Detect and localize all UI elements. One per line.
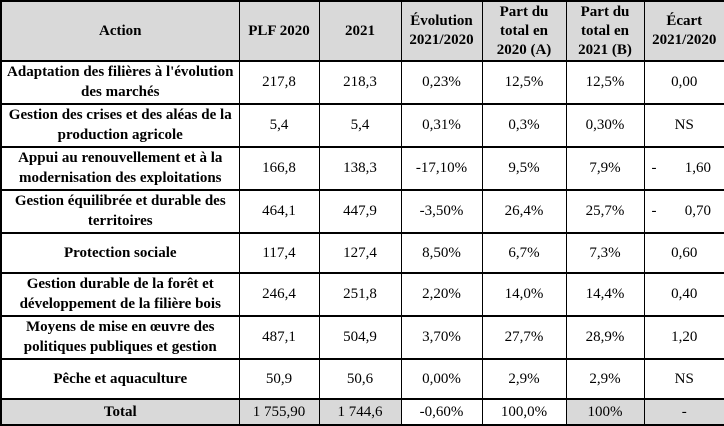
action-label: Pêche et aquaculture	[1, 359, 239, 399]
total-ecart: -	[644, 399, 724, 425]
ecart-value	[644, 190, 724, 233]
col-header-action: Action	[1, 1, 239, 61]
plf-2020-value: 117,4	[239, 233, 319, 273]
action-label: Adaptation des filières à l'évolution des marchés	[1, 61, 239, 104]
table-row	[1, 147, 724, 190]
evolution-value: 8,50%	[401, 233, 482, 273]
ecart-value: 0,40	[644, 273, 724, 316]
part-2021-value: 14,4%	[566, 273, 644, 316]
total-part-2021: 100%	[566, 399, 644, 425]
y2021-value: 127,4	[319, 233, 401, 273]
evolution-value: 0,31%	[401, 104, 482, 147]
y2021-value: 138,3	[319, 147, 401, 190]
total-label: Total	[1, 399, 239, 425]
plf-2020-value: 487,1	[239, 316, 319, 359]
part-2020-value: 27,7%	[482, 316, 566, 359]
y2021-value: 218,3	[319, 61, 401, 104]
part-2021-value: 28,9%	[566, 316, 644, 359]
ecart-value: 1,20	[644, 316, 724, 359]
action-label: Gestion durable de la forêt et développement de la filière bois	[1, 273, 239, 316]
table-row	[1, 190, 724, 233]
plf-2020-value: 464,1	[239, 190, 319, 233]
col-header-2021: 2021	[319, 1, 401, 61]
action-label: Gestion des crises et des aléas de la production agricole	[1, 104, 239, 147]
plf-2020-value: 166,8	[239, 147, 319, 190]
evolution-value: 3,70%	[401, 316, 482, 359]
ecart-value: NS	[644, 359, 724, 399]
evolution-value: -17,10%	[401, 147, 482, 190]
plf-2020-value: 5,4	[239, 104, 319, 147]
y2021-value: 251,8	[319, 273, 401, 316]
ecart-value: 0,60	[644, 233, 724, 273]
ecart-value	[644, 147, 724, 190]
ecart-number: 0,70	[684, 203, 711, 220]
table-row	[1, 359, 724, 399]
col-header-plf-2020: PLF 2020	[239, 1, 319, 61]
action-label: Appui au renouvellement et à la modernisation des exploitations	[1, 147, 239, 190]
col-header-part-2020: Part du total en 2020 (A)	[482, 1, 566, 61]
evolution-value: 0,23%	[401, 61, 482, 104]
evolution-value: 2,20%	[401, 273, 482, 316]
part-2021-value: 7,3%	[566, 233, 644, 273]
table-row	[1, 316, 724, 359]
table-row	[1, 104, 724, 147]
col-header-evolution: Évolution 2021/2020	[401, 1, 482, 61]
plf-2020-value: 246,4	[239, 273, 319, 316]
part-2020-value: 2,9%	[482, 359, 566, 399]
col-header-part-2021: Part du total en 2021 (B)	[566, 1, 644, 61]
evolution-value: -3,50%	[401, 190, 482, 233]
total-evolution: -0,60%	[401, 399, 482, 425]
part-2021-value: 2,9%	[566, 359, 644, 399]
total-part-2020: 100,0%	[482, 399, 566, 425]
part-2021-value: 12,5%	[566, 61, 644, 104]
total-plf-2020: 1 755,90	[239, 399, 319, 425]
plf-2020-value: 50,9	[239, 359, 319, 399]
y2021-value: 504,9	[319, 316, 401, 359]
action-label: Moyens de mise en œuvre des politiques publiques et gestion	[1, 316, 239, 359]
plf-2020-value: 217,8	[239, 61, 319, 104]
col-header-ecart: Écart 2021/2020	[644, 1, 724, 61]
total-2021: 1 744,6	[319, 399, 401, 425]
ecart-minus-sign: -	[651, 160, 657, 177]
y2021-value: 447,9	[319, 190, 401, 233]
table-row	[1, 273, 724, 316]
total-row	[1, 399, 724, 425]
y2021-value: 50,6	[319, 359, 401, 399]
part-2021-value: 7,9%	[566, 147, 644, 190]
action-label: Protection sociale	[1, 233, 239, 273]
y2021-value: 5,4	[319, 104, 401, 147]
part-2021-value: 25,7%	[566, 190, 644, 233]
ecart-value: 0,00	[644, 61, 724, 104]
action-label: Gestion équilibrée et durable des territoires	[1, 190, 239, 233]
ecart-number: 1,60	[684, 160, 711, 177]
ecart-value: NS	[644, 104, 724, 147]
table-row	[1, 233, 724, 273]
evolution-value: 0,00%	[401, 359, 482, 399]
part-2020-value: 0,3%	[482, 104, 566, 147]
part-2020-value: 6,7%	[482, 233, 566, 273]
table-row	[1, 61, 724, 104]
part-2020-value: 12,5%	[482, 61, 566, 104]
part-2020-value: 14,0%	[482, 273, 566, 316]
part-2021-value: 0,30%	[566, 104, 644, 147]
header-row	[1, 1, 724, 61]
ecart-minus-sign: -	[651, 203, 657, 220]
part-2020-value: 9,5%	[482, 147, 566, 190]
part-2020-value: 26,4%	[482, 190, 566, 233]
